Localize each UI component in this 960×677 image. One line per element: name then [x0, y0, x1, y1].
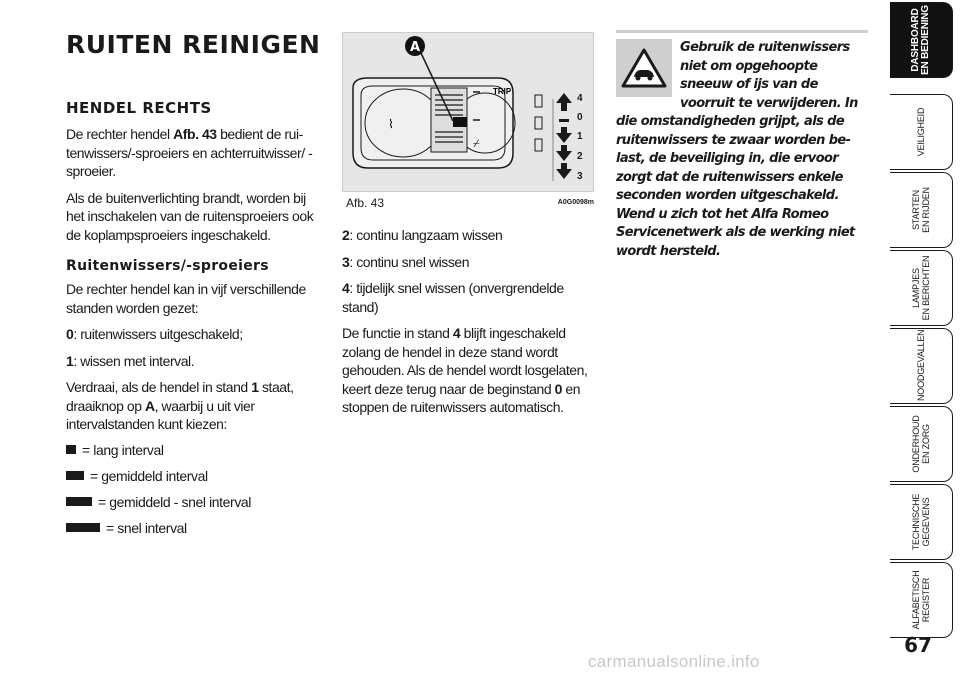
wiper-stalk-figure: [342, 32, 594, 192]
page-title: RUITEN REINIGEN: [66, 30, 321, 59]
interval-item: = lang interval: [66, 442, 322, 458]
interval-bar-icon: [66, 497, 92, 506]
page-number: 67: [904, 633, 932, 657]
tab-label: LAMPJES EN BERICHTEN: [911, 255, 931, 321]
figure-caption-label: Afb. 43: [346, 196, 385, 210]
interval-bar-icon: [66, 471, 84, 480]
tab-label: DASHBOARD EN BEDIENING: [910, 5, 931, 75]
interval-list: [66, 442, 322, 536]
interval-item: = gemiddeld interval: [66, 468, 322, 484]
figure-caption: [346, 196, 600, 210]
washer-symbol-icon: ⌿: [473, 137, 480, 150]
interval-item: = snel interval: [66, 520, 322, 536]
warning-text: Gebruik de ruitenwissers niet om opgehoopte sneeuw of ijs van de voorruit te verwijderen. In die omstandigheden grijpt, als de ruitenwissers te zwaar worden belast, de beveiliging in, die ervoor zorgt dat de ruitenwissers enkele seconden worden uitgeschakeld. Wend u zich tot het Alfa Romeo Servicenetwerk als de werking niet wordt hersteld.: [616, 40, 858, 259]
position-4-note: De functie in stand 4 blijft ingeschakeld zolang de hendel in deze stand wordt gehouden. Als de hendel wordt losgelaten, keert deze terug naar de beginstand 0 en stoppen de ruitenwissers automatisch.: [342, 325, 588, 415]
figure-ref: Afb. 43: [173, 126, 217, 142]
tab-noodgevallen[interactable]: [890, 328, 953, 404]
scale-label: 0: [577, 112, 583, 123]
tab-technische-gegevens[interactable]: [890, 484, 953, 560]
scale-label: 2: [577, 151, 583, 162]
tab-label: VEILIGHEID: [916, 107, 926, 157]
left-column: [66, 30, 322, 546]
tab-veiligheid[interactable]: [890, 94, 953, 170]
interval-bar-icon: [66, 445, 76, 454]
wiper-stalk-illustration: [343, 33, 593, 191]
position-4: 4: tijdelijk snel wissen (onvergrendelde stand): [342, 280, 564, 315]
tab-label: ONDERHOUD EN ZORG: [911, 415, 931, 473]
intro-paragraph: De rechter hendel Afb. 43 bedient de ruitenwissers/-sproeiers en achterruitwisser/ -sproeier.: [66, 126, 313, 179]
tab-label: TECHNISCHE GEGEVENS: [911, 493, 931, 551]
position-1: 1: wissen met interval.: [66, 352, 195, 369]
rotate-instruction: Verdraai, als de hendel in stand 1 staat, draaiknop op A, waarbij u uit vier intervalstanden kunt kiezen:: [66, 379, 294, 432]
chapter-sidebar: [886, 0, 960, 677]
subsection-title: Ruitenwissers/-sproeiers: [66, 258, 269, 274]
tab-label: NOODGEVALLEN: [916, 329, 926, 401]
trip-label: TRIP: [493, 87, 512, 96]
tab-label: STARTEN EN RIJDEN: [911, 187, 931, 233]
marker-a-label: A: [409, 40, 421, 55]
interval-item: = gemiddeld - snel interval: [66, 494, 322, 510]
tab-starten-en-rijden[interactable]: [890, 172, 953, 248]
tab-lampjes-en-berichten[interactable]: [890, 250, 953, 326]
position-3: 3: continu snel wissen: [342, 253, 470, 270]
tab-dashboard-en-bediening[interactable]: [890, 2, 953, 78]
tab-label: ALFABETISCH REGISTER: [911, 570, 931, 630]
watermark: carmanualsonline.info: [588, 652, 760, 671]
lights-note: Als de buitenverlichting brandt, worden bij het inschakelen van de ruitensproeiers ook de koplampsproeiers ingeschakeld.: [66, 189, 314, 243]
position-0: 0: ruitenwissers uitgeschakeld;: [66, 326, 243, 342]
section-title: HENDEL RECHTS: [66, 99, 212, 117]
scale-label: 3: [577, 171, 583, 182]
middle-column: [342, 32, 600, 425]
warning-icon: [616, 39, 672, 97]
scale-label: 1: [577, 131, 583, 142]
warning-rule: [616, 30, 868, 33]
wiper-symbol-icon: ⌇: [388, 117, 394, 131]
right-column: [616, 30, 868, 261]
tab-alfabetisch-register[interactable]: [890, 562, 953, 638]
scale-label: 4: [577, 93, 583, 104]
warning-box: [616, 39, 868, 261]
interval-bar-icon: [66, 523, 100, 532]
positions-intro: De rechter hendel kan in vijf verschillende standen worden gezet:: [66, 281, 306, 316]
position-2: 2: continu langzaam wissen: [342, 227, 503, 243]
tab-onderhoud-en-zorg[interactable]: [890, 406, 953, 482]
figure-code: A0G0098m: [557, 199, 594, 206]
